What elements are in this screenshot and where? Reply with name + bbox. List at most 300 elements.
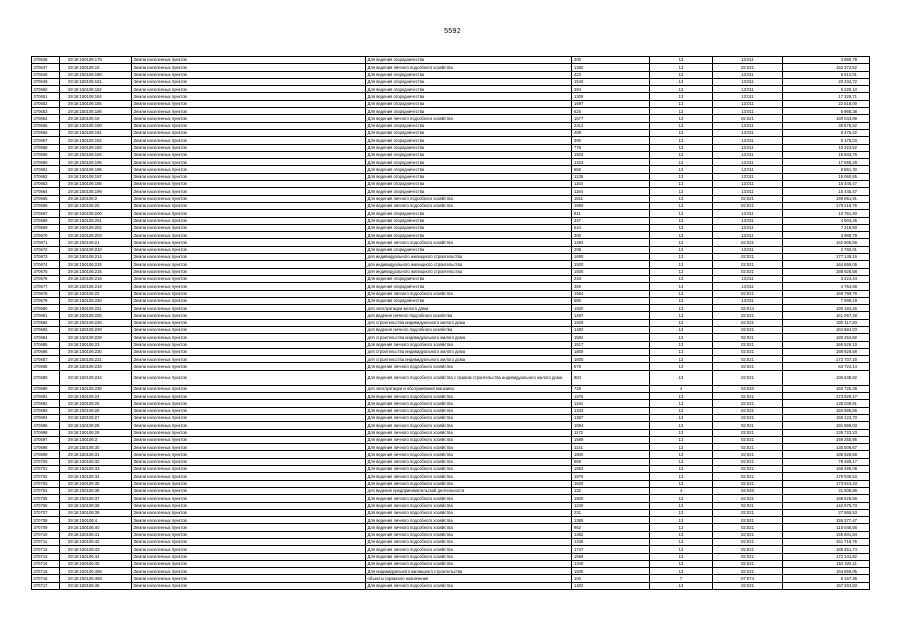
- permitted-use-cell: Для ведения личного подсобного хозяйства: [366, 466, 572, 473]
- cadastral-number-cell: 29:18:150106:210: [60, 246, 132, 253]
- use-code-cell: 02:021: [713, 546, 783, 553]
- land-category-cell: Земли населенных пунктов: [132, 297, 366, 304]
- cadastral-value-cell: 2 760,01: [783, 246, 870, 253]
- use-code-cell: 13:011: [713, 283, 783, 290]
- cadastral-value-cell: 5 612,91: [783, 71, 870, 78]
- table-row: [32, 122, 870, 129]
- row-number-cell: 370703: [32, 480, 60, 487]
- group-number-cell: 13: [650, 232, 713, 239]
- area-cell: 1365: [572, 517, 650, 524]
- land-category-cell: Земли населенных пунктов: [132, 531, 366, 538]
- permitted-use-cell: Для ведения огородничества: [366, 100, 572, 107]
- cadastral-value-cell: 155 377,47: [783, 517, 870, 524]
- cadastral-value-cell: 162 684,03: [783, 326, 870, 333]
- cadastral-number-cell: 29:18:150106:197: [60, 173, 132, 180]
- area-cell: 1747: [572, 546, 650, 553]
- permitted-use-cell: Для ведения личного подсобного хозяйства: [366, 451, 572, 458]
- row-number-cell: 370698: [32, 444, 60, 451]
- permitted-use-cell: Для ведения огородничества: [366, 78, 572, 85]
- table-row: [32, 159, 870, 166]
- group-number-cell: 13: [650, 582, 713, 589]
- use-code-cell: 13:011: [713, 137, 783, 144]
- row-number-cell: 370707: [32, 509, 60, 516]
- table-row: [32, 71, 870, 78]
- cadastral-value-cell: 185 451,74: [783, 546, 870, 553]
- row-number-cell: 370688: [32, 363, 60, 370]
- permitted-use-cell: Для ведения личного подсобного хозяйства: [366, 407, 572, 414]
- permitted-use-cell: Для ведения личного подсобного хозяйства: [366, 202, 572, 209]
- table-row: [32, 254, 870, 261]
- land-category-cell: Земли населенных пунктов: [132, 458, 366, 465]
- group-number-cell: 13: [650, 137, 713, 144]
- area-cell: 208: [572, 246, 650, 253]
- row-number-cell: 370677: [32, 283, 60, 290]
- use-code-cell: 02:021: [713, 458, 783, 465]
- cadastral-value-cell: 7 696,19: [783, 297, 870, 304]
- cadastral-value-cell: 173 924,33: [783, 480, 870, 487]
- cadastral-register-table: [31, 56, 870, 590]
- row-number-cell: 370705: [32, 495, 60, 502]
- group-number-cell: 13: [650, 129, 713, 136]
- table-row: [32, 268, 870, 275]
- permitted-use-cell: Для ведения личного подсобного хозяйства: [366, 546, 572, 553]
- group-number-cell: 13: [650, 363, 713, 370]
- table-row: [32, 290, 870, 297]
- row-number-cell: 370673: [32, 254, 60, 261]
- row-number-cell: 370654: [32, 115, 60, 122]
- land-category-cell: Земли населенных пунктов: [132, 290, 366, 297]
- cadastral-number-cell: 29:18:150106:22: [60, 290, 132, 297]
- permitted-use-cell: Для ведения огородничества: [366, 283, 572, 290]
- cadastral-number-cell: 29:18:150106:3: [60, 436, 132, 443]
- cadastral-number-cell: 29:18:150106:181: [60, 78, 132, 85]
- table-row: [32, 582, 870, 589]
- use-code-cell: 13:011: [713, 93, 783, 100]
- permitted-use-cell: Для ведения личного подсобного хозяйства: [366, 115, 572, 122]
- cadastral-number-cell: 29:18:150106:194: [60, 151, 132, 158]
- cadastral-number-cell: 29:18:150106:195: [60, 159, 132, 166]
- cadastral-value-cell: 19 943,76: [783, 151, 870, 158]
- row-number-cell: 370660: [32, 159, 60, 166]
- group-number-cell: 13: [650, 290, 713, 297]
- land-category-cell: Земли населенных пунктов: [132, 195, 366, 202]
- group-number-cell: 13: [650, 458, 713, 465]
- table-row: [32, 64, 870, 71]
- row-number-cell: 370702: [32, 473, 60, 480]
- permitted-use-cell: Для ведения личного подсобного хозяйства: [366, 393, 572, 400]
- row-number-cell: 370682: [32, 319, 60, 326]
- table-row: [32, 385, 870, 392]
- table-row: [32, 166, 870, 173]
- use-code-cell: 13:011: [713, 122, 783, 129]
- cadastral-number-cell: 29:18:150106:234: [60, 370, 132, 385]
- use-code-cell: 13:011: [713, 57, 783, 64]
- row-number-cell: 370685: [32, 341, 60, 348]
- use-code-cell: 13:011: [713, 100, 783, 107]
- cadastral-value-cell: 152 372,52: [783, 64, 870, 71]
- group-number-cell: 13: [650, 393, 713, 400]
- cadastral-number-cell: 29:18:150106:25: [60, 400, 132, 407]
- group-number-cell: 13: [650, 436, 713, 443]
- land-category-cell: Земли населенных пунктов: [132, 159, 366, 166]
- group-number-cell: 13: [650, 254, 713, 261]
- area-cell: 778: [572, 144, 650, 151]
- land-category-cell: Земли населенных пунктов: [132, 553, 366, 560]
- area-cell: 1240: [572, 502, 650, 509]
- area-cell: 1338: [572, 539, 650, 546]
- use-code-cell: 13:011: [713, 188, 783, 195]
- cadastral-value-cell: 3 224,44: [783, 275, 870, 282]
- area-cell: 544: [572, 224, 650, 231]
- row-number-cell: 370679: [32, 297, 60, 304]
- cadastral-value-cell: 142 675,73: [783, 502, 870, 509]
- use-code-cell: 13:011: [713, 78, 783, 85]
- row-number-cell: 370704: [32, 487, 60, 494]
- group-number-cell: 13: [650, 422, 713, 429]
- cadastral-number-cell: 29:18:150106:21: [60, 239, 132, 246]
- cadastral-number-cell: 29:18:150106:200: [60, 210, 132, 217]
- use-code-cell: 02:021: [713, 444, 783, 451]
- land-category-cell: Земли населенных пунктов: [132, 451, 366, 458]
- cadastral-number-cell: 29:18:150106:46: [60, 582, 132, 589]
- group-number-cell: 13: [650, 444, 713, 451]
- row-number-cell: 370710: [32, 531, 60, 538]
- land-category-cell: Земли населенных пунктов: [132, 502, 366, 509]
- cadastral-value-cell: 180 264,82: [783, 334, 870, 341]
- group-number-cell: 13: [650, 283, 713, 290]
- group-number-cell: 13: [650, 334, 713, 341]
- cadastral-value-cell: 4 763,68: [783, 283, 870, 290]
- table-row: [32, 575, 870, 582]
- land-category-cell: Земли населенных пунктов: [132, 356, 366, 363]
- area-cell: 423: [572, 71, 650, 78]
- cadastral-number-cell: 29:18:150106:37: [60, 495, 132, 502]
- area-cell: 231: [572, 509, 650, 516]
- table-row: [32, 458, 870, 465]
- cadastral-number-cell: 29:18:150106:33: [60, 466, 132, 473]
- table-row: [32, 436, 870, 443]
- cadastral-value-cell: 157 284,83: [783, 582, 870, 589]
- row-number-cell: 370713: [32, 553, 60, 560]
- group-number-cell: 13: [650, 546, 713, 553]
- group-number-cell: 13: [650, 319, 713, 326]
- group-number-cell: 13: [650, 151, 713, 158]
- use-code-cell: 02:021: [713, 582, 783, 589]
- use-code-cell: 02:021: [713, 326, 783, 333]
- land-category-cell: Земли населенных пунктов: [132, 348, 366, 355]
- cadastral-value-cell: 200 117,83: [783, 319, 870, 326]
- area-cell: 347: [572, 217, 650, 224]
- table-row: [32, 239, 870, 246]
- table-row: [32, 261, 870, 268]
- permitted-use-cell: Для ведения личного подсобного хозяйства: [366, 473, 572, 480]
- table-row: [32, 129, 870, 136]
- table-row: [32, 188, 870, 195]
- area-cell: 962: [572, 524, 650, 531]
- permitted-use-cell: Для ведения личного подсобного хозяйства: [366, 502, 572, 509]
- cadastral-value-cell: 179 936,53: [783, 473, 870, 480]
- cadastral-value-cell: 155 123,70: [783, 414, 870, 421]
- table-row: [32, 232, 870, 239]
- area-cell: 1482: [572, 326, 650, 333]
- cadastral-value-cell: 188 926,58: [783, 495, 870, 502]
- land-category-cell: Земли населенных пунктов: [132, 319, 366, 326]
- cadastral-value-cell: 190 051,91: [783, 195, 870, 202]
- cadastral-number-cell: 29:18:150106:2: [60, 195, 132, 202]
- cadastral-number-cell: 29:18:150106:191: [60, 129, 132, 136]
- group-number-cell: 13: [650, 64, 713, 71]
- row-number-cell: 370652: [32, 100, 60, 107]
- permitted-use-cell: Для ведения личного подсобного хозяйства: [366, 290, 572, 297]
- land-category-cell: Земли населенных пунктов: [132, 246, 366, 253]
- permitted-use-cell: Для ведения огородничества: [366, 246, 572, 253]
- land-category-cell: Земли населенных пунктов: [132, 480, 366, 487]
- area-cell: 580: [572, 297, 650, 304]
- row-number-cell: 370690: [32, 385, 60, 392]
- permitted-use-cell: для эксплуатации и обслуживания магазина: [366, 385, 572, 392]
- group-number-cell: 13: [650, 71, 713, 78]
- permitted-use-cell: Для ведения личного подсобного хозяйства: [366, 480, 572, 487]
- permitted-use-cell: Для ведения личного подсобного хозяйства: [366, 553, 572, 560]
- use-code-cell: 13:011: [713, 151, 783, 158]
- cadastral-number-cell: 29:18:150106:30: [60, 444, 132, 451]
- row-number-cell: 370697: [32, 436, 60, 443]
- cadastral-value-cell: 155 601,84: [783, 531, 870, 538]
- row-number-cell: 370681: [32, 312, 60, 319]
- cadastral-number-cell: 29:18:150106:230: [60, 348, 132, 355]
- use-code-cell: 13:011: [713, 297, 783, 304]
- group-number-cell: 13: [650, 429, 713, 436]
- land-category-cell: Земли населенных пунктов: [132, 393, 366, 400]
- land-category-cell: Земли населенных пунктов: [132, 78, 366, 85]
- use-code-cell: 13:011: [713, 210, 783, 217]
- row-number-cell: 370706: [32, 502, 60, 509]
- land-category-cell: Земли населенных пунктов: [132, 181, 366, 188]
- use-code-cell: 13:011: [713, 86, 783, 93]
- land-category-cell: Земли населенных пунктов: [132, 108, 366, 115]
- area-cell: 1517: [572, 341, 650, 348]
- cadastral-value-cell: 30 678,62: [783, 122, 870, 129]
- permitted-use-cell: Для ведения личного подсобного хозяйства: [366, 458, 572, 465]
- area-cell: 884: [572, 370, 650, 385]
- area-cell: 1800: [572, 451, 650, 458]
- permitted-use-cell: для ведения предпринимательской деятельности: [366, 487, 572, 494]
- table-row: [32, 524, 870, 531]
- permitted-use-cell: Для ведения огородничества: [366, 224, 572, 231]
- cadastral-value-cell: 162 905,58: [783, 239, 870, 246]
- row-number-cell: 370668: [32, 217, 60, 224]
- cadastral-value-cell: 22 518,00: [783, 100, 870, 107]
- table-row: [32, 297, 870, 304]
- row-number-cell: 370691: [32, 393, 60, 400]
- permitted-use-cell: Для ведения личного подсобного хозяйства: [366, 524, 572, 531]
- use-code-cell: 02:021: [713, 261, 783, 268]
- cadastral-value-cell: 190 184,26: [783, 305, 870, 312]
- use-code-cell: 02:021: [713, 239, 783, 246]
- area-cell: 132: [572, 487, 650, 494]
- cadastral-number-cell: 29:18:150106:35: [60, 480, 132, 487]
- group-number-cell: 13: [650, 100, 713, 107]
- cadastral-number-cell: 29:18:150106:203: [60, 232, 132, 239]
- area-cell: 1340: [572, 560, 650, 567]
- group-number-cell: 13: [650, 312, 713, 319]
- row-number-cell: 370708: [32, 517, 60, 524]
- cadastral-number-cell: 29:18:150106:18: [60, 64, 132, 71]
- land-category-cell: Земли населенных пунктов: [132, 517, 366, 524]
- row-number-cell: 370657: [32, 137, 60, 144]
- row-number-cell: 370695: [32, 422, 60, 429]
- use-code-cell: 02:021: [713, 334, 783, 341]
- row-number-cell: 370684: [32, 334, 60, 341]
- use-code-cell: 13:011: [713, 71, 783, 78]
- cadastral-number-cell: 29:18:150106:40: [60, 524, 132, 531]
- table-row: [32, 181, 870, 188]
- group-number-cell: 4: [650, 487, 713, 494]
- cadastral-number-cell: 29:18:150106:180: [60, 71, 132, 78]
- land-category-cell: Земли населенных пунктов: [132, 232, 366, 239]
- area-cell: 811: [572, 210, 650, 217]
- cadastral-number-cell: 29:18:150106:32: [60, 458, 132, 465]
- area-cell: 1360: [572, 64, 650, 71]
- use-code-cell: 02:021: [713, 400, 783, 407]
- cadastral-number-cell: 29:18:150106:192: [60, 137, 132, 144]
- permitted-use-cell: для ведения личного подсобного хозяйства: [366, 312, 572, 319]
- use-code-cell: 02:021: [713, 319, 783, 326]
- cadastral-value-cell: 27 865,53: [783, 509, 870, 516]
- use-code-cell: 13:011: [713, 108, 783, 115]
- row-number-cell: 370659: [32, 151, 60, 158]
- land-category-cell: Земли населенных пунктов: [132, 414, 366, 421]
- land-category-cell: Земли населенных пунктов: [132, 239, 366, 246]
- cadastral-value-cell: 8 861,30: [783, 166, 870, 173]
- area-cell: 1660: [572, 202, 650, 209]
- cadastral-value-cell: 151 718,76: [783, 539, 870, 546]
- area-cell: 394: [572, 86, 650, 93]
- cadastral-value-cell: 166 526,10: [783, 341, 870, 348]
- area-cell: 1569: [572, 553, 650, 560]
- group-number-cell: 13: [650, 370, 713, 385]
- row-number-cell: 370663: [32, 181, 60, 188]
- use-code-cell: 13:011: [713, 144, 783, 151]
- table-row: [32, 429, 870, 436]
- use-code-cell: 02:021: [713, 495, 783, 502]
- cadastral-number-cell: 29:18:150106:216: [60, 268, 132, 275]
- register-body: [32, 57, 870, 590]
- use-code-cell: 02:021: [713, 414, 783, 421]
- area-cell: 1540: [572, 78, 650, 85]
- area-cell: 2312: [572, 122, 650, 129]
- cadastral-value-cell: 169 798,79: [783, 290, 870, 297]
- permitted-use-cell: Для ведения личного подсобного хозяйства с правом строительства индивидуального жилого дома: [366, 370, 572, 385]
- permitted-use-cell: Для ведения огородничества: [366, 129, 572, 136]
- area-cell: 1457: [572, 312, 650, 319]
- area-cell: 488: [572, 129, 650, 136]
- cadastral-number-cell: 29:18:150106:221: [60, 305, 132, 312]
- use-code-cell: 04:040: [713, 487, 783, 494]
- permitted-use-cell: Для ведения личного подсобного хозяйства: [366, 400, 572, 407]
- cadastral-number-cell: 29:18:150106:38: [60, 502, 132, 509]
- use-code-cell: 02:021: [713, 568, 783, 575]
- area-cell: 1164: [572, 181, 650, 188]
- area-cell: 668: [572, 458, 650, 465]
- cadastral-number-cell: 29:18:150106:201: [60, 217, 132, 224]
- cadastral-number-cell: 29:18:150106:4: [60, 517, 132, 524]
- cadastral-value-cell: 116 046,56: [783, 524, 870, 531]
- row-number-cell: 370680: [32, 305, 60, 312]
- table-row: [32, 509, 870, 516]
- table-row: [32, 312, 870, 319]
- area-cell: 1552: [572, 466, 650, 473]
- use-code-cell: 13:011: [713, 246, 783, 253]
- group-number-cell: 13: [650, 159, 713, 166]
- cadastral-value-cell: 17 329,71: [783, 93, 870, 100]
- row-number-cell: 370699: [32, 451, 60, 458]
- cadastral-value-cell: 177 145,16: [783, 254, 870, 261]
- cadastral-value-cell: 15 060,65: [783, 173, 870, 180]
- cadastral-number-cell: 29:18:150106:34: [60, 473, 132, 480]
- row-number-cell: 370709: [32, 524, 60, 531]
- row-number-cell: 370653: [32, 108, 60, 115]
- group-number-cell: 13: [650, 195, 713, 202]
- cadastral-number-cell: 29:18:150106:23: [60, 341, 132, 348]
- row-number-cell: 370696: [32, 429, 60, 436]
- cadastral-number-cell: 29:18:150106:186: [60, 108, 132, 115]
- land-category-cell: Земли населенных пунктов: [132, 363, 366, 370]
- row-number-cell: 370701: [32, 466, 60, 473]
- permitted-use-cell: Для ведения огородничества: [366, 57, 572, 64]
- cadastral-number-cell: 29:18:150106:214: [60, 254, 132, 261]
- row-number-cell: 370687: [32, 356, 60, 363]
- cadastral-value-cell: 9 167,36: [783, 575, 870, 582]
- table-row: [32, 502, 870, 509]
- land-category-cell: Земли населенных пунктов: [132, 129, 366, 136]
- land-category-cell: Земли населенных пунктов: [132, 524, 366, 531]
- cadastral-number-cell: 29:18:150106:184: [60, 93, 132, 100]
- cadastral-value-cell: 20 434,72: [783, 78, 870, 85]
- permitted-use-cell: Для ведения личного подсобного хозяйства: [366, 64, 572, 71]
- table-row: [32, 341, 870, 348]
- group-number-cell: 13: [650, 560, 713, 567]
- cadastral-number-cell: 29:18:150106:185: [60, 100, 132, 107]
- row-number-cell: 370646: [32, 57, 60, 64]
- use-code-cell: 02:021: [713, 422, 783, 429]
- row-number-cell: 370670: [32, 232, 60, 239]
- cadastral-value-cell: 172 341,82: [783, 553, 870, 560]
- permitted-use-cell: Для ведения личного подсобного хозяйства: [366, 517, 572, 524]
- table-row: [32, 451, 870, 458]
- use-code-cell: 13:011: [713, 129, 783, 136]
- cadastral-value-cell: 161 097,28: [783, 312, 870, 319]
- table-row: [32, 531, 870, 538]
- group-number-cell: 13: [650, 414, 713, 421]
- cadastral-number-cell: 29:18:150106:235: [60, 385, 132, 392]
- group-number-cell: 13: [650, 166, 713, 173]
- land-category-cell: Земли населенных пунктов: [132, 57, 366, 64]
- cadastral-value-cell: 15 445,47: [783, 181, 870, 188]
- area-cell: 1306: [572, 93, 650, 100]
- use-code-cell: 02:021: [713, 517, 783, 524]
- cadastral-number-cell: 29:18:150106:39: [60, 509, 132, 516]
- land-category-cell: Земли населенных пунктов: [132, 64, 366, 71]
- table-row: [32, 480, 870, 487]
- land-category-cell: Земли населенных пунктов: [132, 407, 366, 414]
- cadastral-number-cell: 29:18:150106:231: [60, 356, 132, 363]
- row-number-cell: 370686: [32, 348, 60, 355]
- land-category-cell: Земли населенных пунктов: [132, 217, 366, 224]
- use-code-cell: 02:021: [713, 436, 783, 443]
- land-category-cell: Земли населенных пунктов: [132, 400, 366, 407]
- cadastral-number-cell: 29:18:150106:456: [60, 568, 132, 575]
